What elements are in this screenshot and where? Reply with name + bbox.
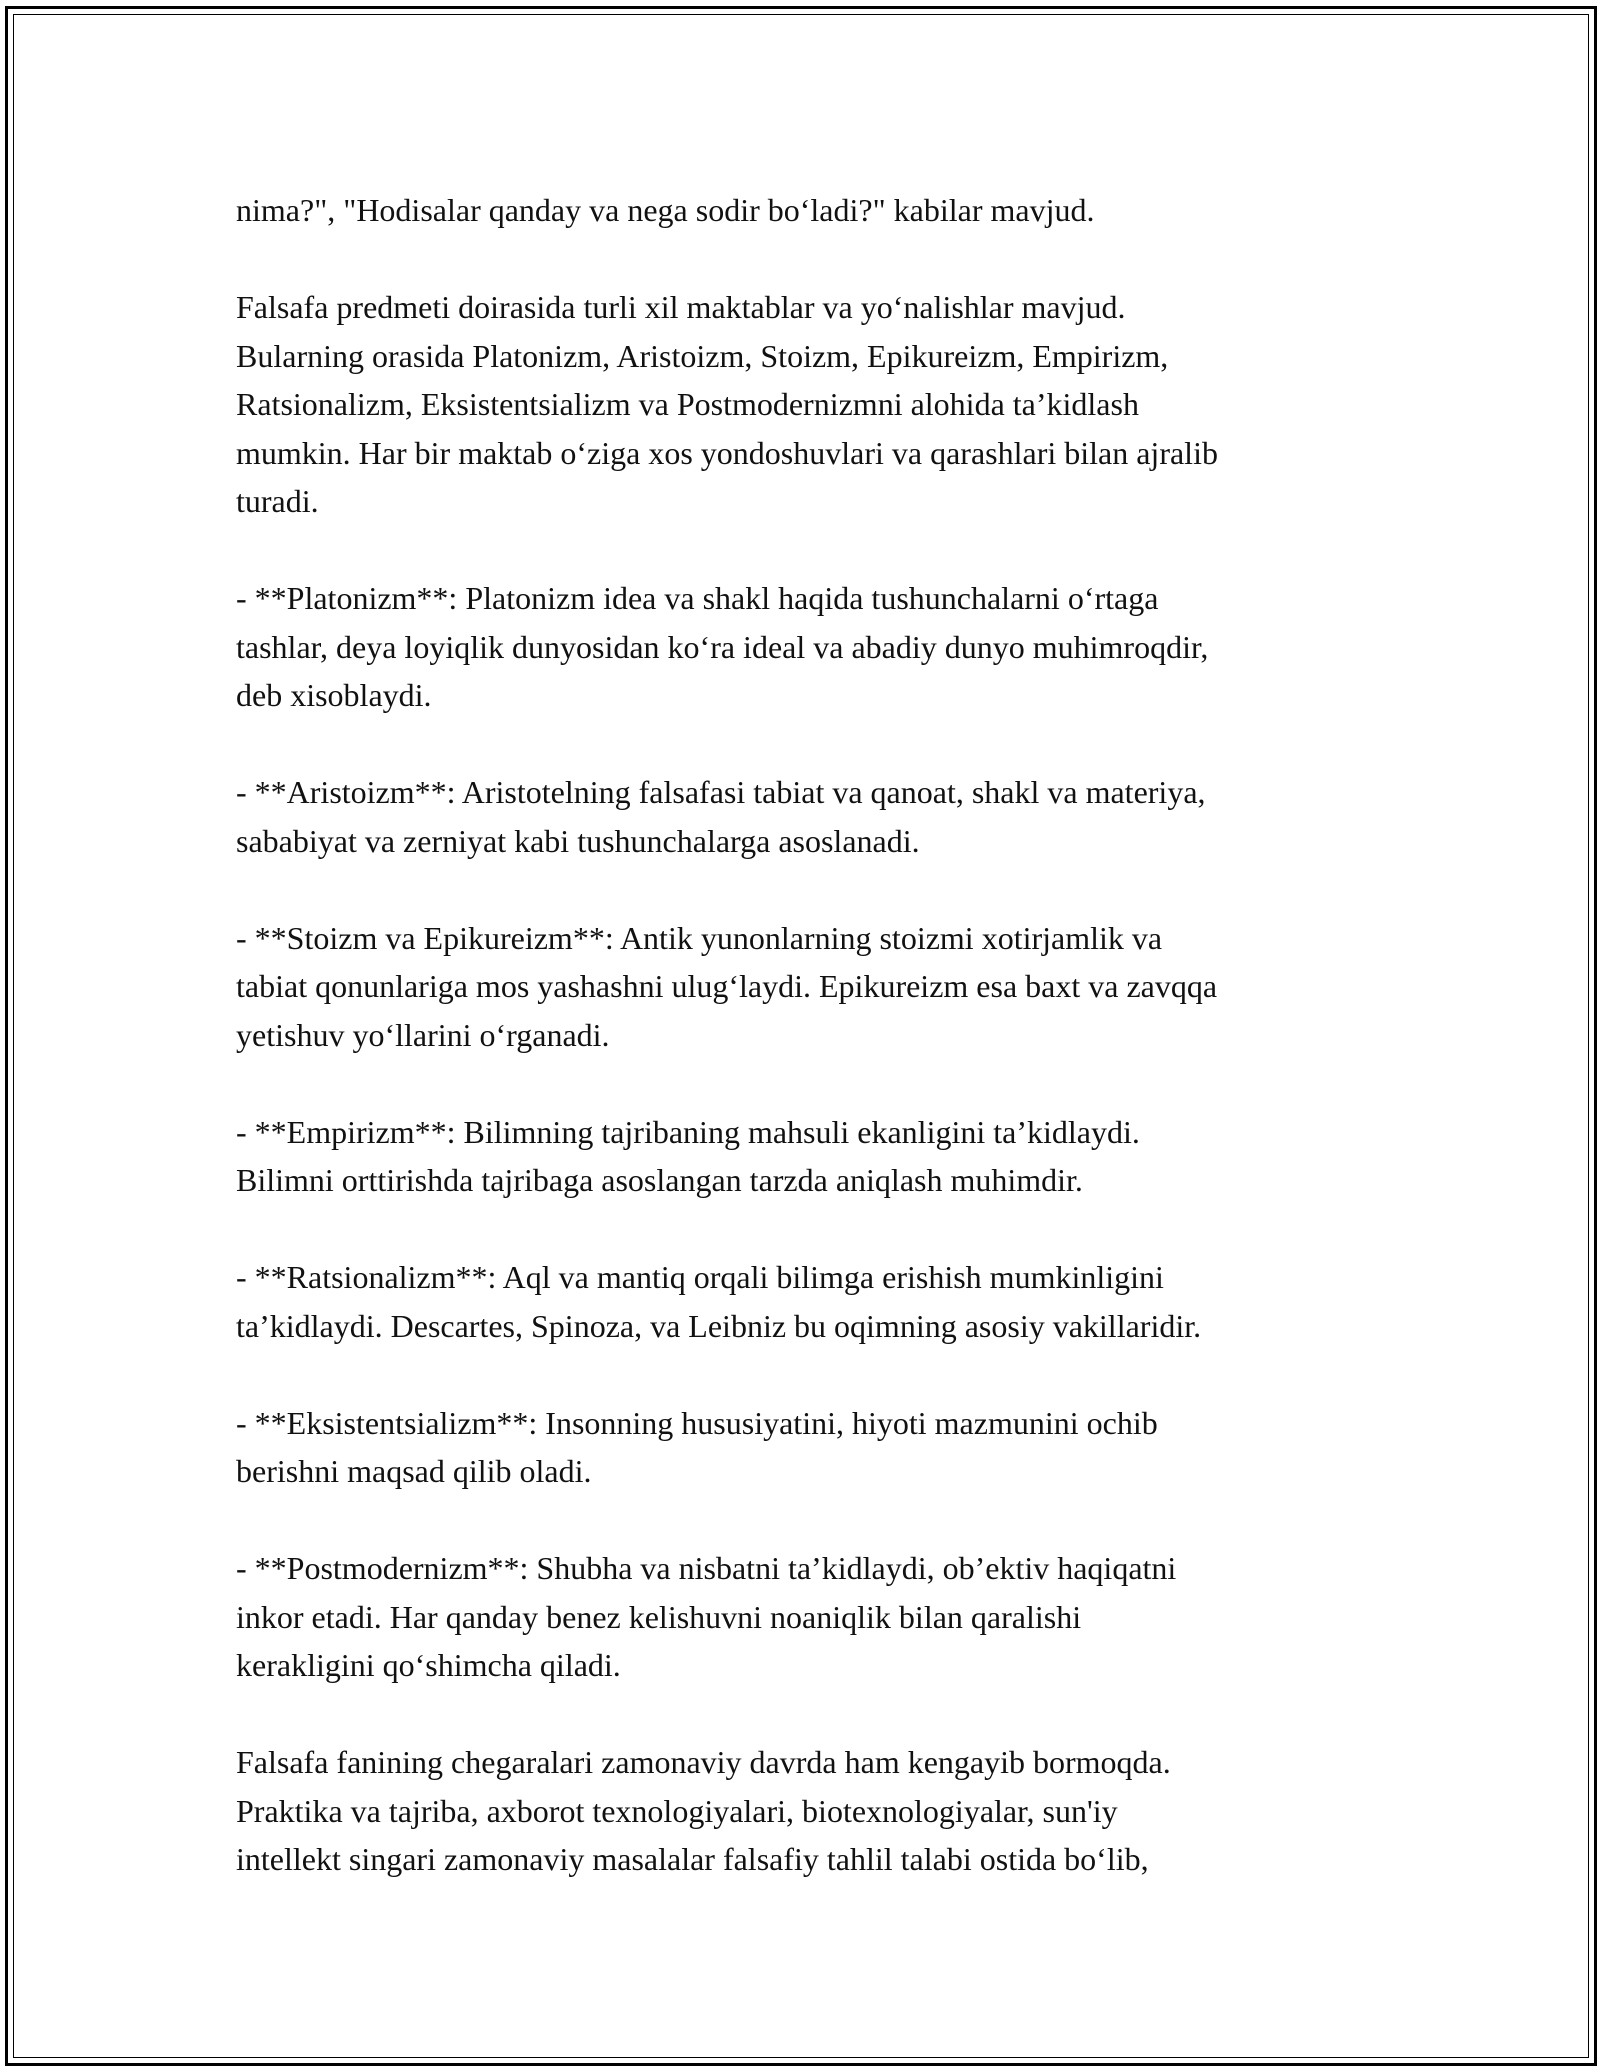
paragraph-schools-overview: Falsafa predmeti doirasida turli xil maktablar va yo‘nalishlar mavjud. Bularning orasida Platonizm, Aristoizm, Stoizm, Epikureizm, Empirizm, Ratsionalizm, Eksistentsializm va Postmodernizmni alohida ta’kidlash mumkin. Har bir maktab o‘ziga xos yondoshuvlari va qarashlari bilan ajralib turadi. <box>236 289 1218 519</box>
list-item-stoizm-epikureizm: - **Stoizm va Epikureizm**: Antik yunonlarning stoizmi xotirjamlik va tabiat qonunlariga mos yashashni ulug‘laydi. Epikureizm esa baxt va zavqqa yetishuv yo‘llarini o‘rganadi. <box>236 919 1218 1053</box>
paragraph-modern-boundaries: Falsafa fanining chegaralari zamonaviy davrda ham kengayib bormoqda. Praktika va tajriba, axborot texnologiyalari, biotexnologiyalar, sun'iy intellekt singari zamonaviy masalalar falsafiy tahlil talabi ostida bo‘lib, <box>236 1744 1171 1877</box>
list-item-eksistentsializm: - **Eksistentsializm**: Insonning hususiyatini, hiyoti mazmunini ochib berishni maqsad qilib oladi. <box>236 1404 1158 1489</box>
document-body <box>236 186 1376 1932</box>
list-item-postmodernizm: - **Postmodernizm**: Shubha va nisbatni ta’kidlaydi, ob’ektiv haqiqatni inkor etadi. Har qanday benez kelishuvni noaniqlik bilan qaralishi kerakligini qo‘shimcha qiladi. <box>236 1550 1177 1683</box>
list-item-aristoizm: - **Aristoizm**: Aristotelning falsafasi tabiat va qanoat, shakl va materiya, sababiyat va zerniyat kabi tushunchalarga asoslanadi. <box>236 774 1206 859</box>
paragraph-intro-continuation: nima?", "Hodisalar qanday va nega sodir bo‘ladi?" kabilar mavjud. <box>236 192 1095 228</box>
list-item-ratsionalizm: - **Ratsionalizm**: Aql va mantiq orqali bilimga erishish mumkinligini ta’kidlaydi. Descartes, Spinoza, va Leibniz bu oqimning asosiy vakillaridir. <box>236 1259 1202 1344</box>
list-item-empirizm: - **Empirizm**: Bilimning tajribaning mahsuli ekanligini ta’kidlaydi. Bilimni orttirishda tajribaga asoslangan tarzda aniqlash muhimdir. <box>236 1113 1140 1198</box>
list-item-platonizm: - **Platonizm**: Platonizm idea va shakl haqida tushunchalarni o‘rtaga tashlar, deya loyiqlik dunyosidan ko‘ra ideal va abadiy dunyo muhimroqdir, deb xisoblaydi. <box>236 580 1209 713</box>
